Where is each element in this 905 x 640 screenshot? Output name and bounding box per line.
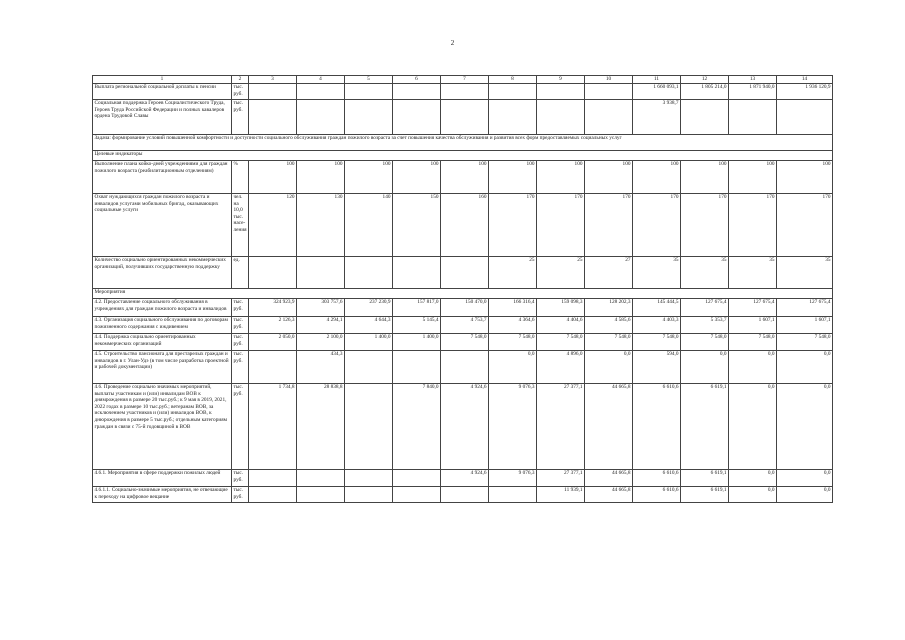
value-cell: 4 753,7: [441, 317, 489, 334]
value-cell: 5 353,7: [681, 317, 729, 334]
value-cell: [249, 470, 297, 487]
table-row: [93, 194, 833, 257]
value-cell: [537, 84, 585, 100]
value-cell: 0,0: [489, 351, 537, 384]
value-cell: 100: [441, 161, 489, 194]
value-cell: [345, 84, 393, 100]
value-cell: 1 400,0: [345, 334, 393, 351]
value-cell: 0,0: [681, 351, 729, 384]
value-cell: 5 145,4: [393, 317, 441, 334]
value-cell: 0,0: [729, 351, 777, 384]
value-cell: 100: [777, 161, 833, 194]
unit-cell: тыс. руб.: [232, 317, 249, 334]
value-cell: [345, 100, 393, 135]
value-cell: 100: [489, 161, 537, 194]
value-cell: 4 924,6: [441, 470, 489, 487]
value-cell: [297, 470, 345, 487]
page-number: 2: [450, 39, 455, 47]
value-cell: [393, 257, 441, 289]
row-label: Количество социально ориентированных некоммерческих организаций, получивших государственную поддержку: [93, 257, 232, 289]
value-cell: 6 610,6: [633, 384, 681, 470]
value-cell: 100: [729, 161, 777, 194]
section-title: Задача: формирование условий повышенной комфортности и доступности социального обслуживания граждан пожилого возраста за счет повышения качества обслуживания и развития всех форм предоставляемых социальных услуг: [93, 135, 833, 151]
value-cell: [393, 487, 441, 503]
value-cell: 237 230,9: [345, 299, 393, 317]
column-header-14: 14: [777, 76, 833, 84]
value-cell: 4 924,6: [441, 384, 489, 470]
unit-cell: тыс. руб.: [232, 470, 249, 487]
value-cell: 44 665,8: [585, 470, 633, 487]
value-cell: 100: [681, 161, 729, 194]
value-cell: 3 938,7: [633, 100, 681, 135]
value-cell: 6 610,6: [633, 470, 681, 487]
value-cell: 7 548,0: [633, 334, 681, 351]
data-table: [92, 75, 833, 503]
value-cell: [441, 487, 489, 503]
value-cell: 170: [633, 194, 681, 257]
value-cell: 27 377,1: [537, 470, 585, 487]
value-cell: [393, 100, 441, 135]
value-cell: 130: [297, 194, 345, 257]
value-cell: 170: [729, 194, 777, 257]
column-header-12: 12: [681, 76, 729, 84]
value-cell: 44 665,8: [585, 384, 633, 470]
value-cell: 11 939,1: [537, 487, 585, 503]
value-cell: 127 675,4: [729, 299, 777, 317]
table-row: [93, 84, 833, 100]
value-cell: [345, 351, 393, 384]
unit-cell: тыс. руб.: [232, 384, 249, 470]
row-label: 4.4. Поддержка социально ориентированных некоммерческих организаций: [93, 334, 232, 351]
value-cell: 434,3: [297, 351, 345, 384]
value-cell: [441, 257, 489, 289]
column-header-5: 5: [345, 76, 393, 84]
value-cell: 27 377,1: [537, 384, 585, 470]
value-cell: 100: [393, 161, 441, 194]
column-header-11: 11: [633, 76, 681, 84]
value-cell: 1 936 120,9: [777, 84, 833, 100]
column-header-2: 2: [232, 76, 249, 84]
value-cell: [441, 84, 489, 100]
value-cell: 170: [489, 194, 537, 257]
value-cell: 1 805 214,0: [681, 84, 729, 100]
row-label: Социальная поддержка Героев Социалистического Труда, Героев Труда Российской Федерации и полных кавалеров ордена Трудовой Славы: [93, 100, 232, 135]
column-header-7: 7: [441, 76, 489, 84]
value-cell: 7 548,0: [681, 334, 729, 351]
table-row: [93, 470, 833, 487]
value-cell: 1 871 940,0: [729, 84, 777, 100]
value-cell: 0,0: [777, 470, 833, 487]
value-cell: 7 548,0: [489, 334, 537, 351]
value-cell: 100: [633, 161, 681, 194]
unit-cell: ед.: [232, 257, 249, 289]
value-cell: 35: [633, 257, 681, 289]
value-cell: 7 548,0: [441, 334, 489, 351]
column-header-3: 3: [249, 76, 297, 84]
value-cell: 150: [393, 194, 441, 257]
table-row: [93, 299, 833, 317]
value-cell: 4 364,6: [489, 317, 537, 334]
value-cell: [489, 487, 537, 503]
value-cell: 0,0: [777, 384, 833, 470]
section-row: [93, 151, 833, 161]
value-cell: 7 548,0: [729, 334, 777, 351]
value-cell: 25: [537, 257, 585, 289]
value-cell: 0,0: [777, 351, 833, 384]
unit-cell: тыс. руб.: [232, 100, 249, 135]
value-cell: 35: [681, 257, 729, 289]
value-cell: [393, 351, 441, 384]
value-cell: 100: [249, 161, 297, 194]
value-cell: 170: [681, 194, 729, 257]
unit-cell: тыс. руб.: [232, 351, 249, 384]
value-cell: [393, 470, 441, 487]
value-cell: 35: [729, 257, 777, 289]
value-cell: 2 050,0: [249, 334, 297, 351]
value-cell: [777, 100, 833, 135]
value-cell: [345, 384, 393, 470]
column-header-4: 4: [297, 76, 345, 84]
value-cell: 1 607,1: [729, 317, 777, 334]
value-cell: [585, 100, 633, 135]
value-cell: 1 607,1: [777, 317, 833, 334]
value-cell: 9 076,3: [489, 384, 537, 470]
table-row: [93, 161, 833, 194]
value-cell: [441, 351, 489, 384]
table-row: [93, 334, 833, 351]
column-header-13: 13: [729, 76, 777, 84]
value-cell: 1 660 093,1: [633, 84, 681, 100]
value-cell: 7 548,0: [585, 334, 633, 351]
value-cell: 4 403,3: [633, 317, 681, 334]
value-cell: 2 126,3: [249, 317, 297, 334]
section-row: [93, 135, 833, 151]
value-cell: 4 644,3: [345, 317, 393, 334]
unit-cell: тыс. руб.: [232, 487, 249, 503]
value-cell: 27: [585, 257, 633, 289]
value-cell: [393, 84, 441, 100]
value-cell: 35: [777, 257, 833, 289]
value-cell: [345, 257, 393, 289]
row-label: 4.2. Предоставление социального обслуживания в учреждениях для граждан пожилого возраста и инвалидов: [93, 299, 232, 317]
value-cell: 0,0: [777, 487, 833, 503]
value-cell: 127 675,4: [777, 299, 833, 317]
value-cell: 7 548,0: [537, 334, 585, 351]
value-cell: 127 675,4: [681, 299, 729, 317]
value-cell: 6 619,1: [681, 470, 729, 487]
section-title: Мероприятия: [93, 289, 833, 299]
value-cell: 120: [249, 194, 297, 257]
row-label: 4.6.1.1. Социально-значимые мероприятия, не отвечающие к переходу на цифровое вещание: [93, 487, 232, 503]
value-cell: 594,0: [633, 351, 681, 384]
value-cell: 128 202,3: [585, 299, 633, 317]
row-label: 4.6.1. Мероприятия в сфере поддержки пожилых людей: [93, 470, 232, 487]
value-cell: 166 316,4: [489, 299, 537, 317]
column-header-1: 1: [93, 76, 232, 84]
value-cell: 100: [297, 161, 345, 194]
value-cell: 0,0: [585, 351, 633, 384]
table-row: [93, 487, 833, 503]
value-cell: 100: [585, 161, 633, 194]
value-cell: [489, 100, 537, 135]
value-cell: 160: [441, 194, 489, 257]
value-cell: 170: [537, 194, 585, 257]
table-row: [93, 100, 833, 135]
unit-cell: тыс. руб.: [232, 299, 249, 317]
section-title: Целевые индикаторы: [93, 151, 833, 161]
value-cell: 157 817,0: [393, 299, 441, 317]
value-cell: 159 098,3: [537, 299, 585, 317]
row-label: 4.6. Проведение социально значимых мероприятий, выплаты участникам и (или) инвалидам ВОВ к днямрождения в размере 20 тыс.руб.; к 9 мая в 2019, 2021, 2022 годах в размере 10 тыс.руб.; ветеранам ВОВ, за исключением участников и (или) инвалидов ВОВ, к днюрождения в размере 5 тыс.руб.; отдельным категориям граждан в связи с 75-й годовщиной в ВОВ: [93, 384, 232, 470]
value-cell: [297, 84, 345, 100]
value-cell: 324 923,9: [249, 299, 297, 317]
value-cell: 4 404,6: [537, 317, 585, 334]
value-cell: 0,0: [729, 487, 777, 503]
value-cell: [441, 100, 489, 135]
value-cell: 170: [585, 194, 633, 257]
value-cell: [297, 100, 345, 135]
value-cell: [249, 84, 297, 100]
header-row: [93, 76, 833, 84]
value-cell: 6 619,1: [681, 384, 729, 470]
unit-cell: %: [232, 161, 249, 194]
value-cell: 145 444,5: [633, 299, 681, 317]
value-cell: 44 665,8: [585, 487, 633, 503]
value-cell: 0,0: [729, 470, 777, 487]
value-cell: [585, 84, 633, 100]
section-row: [93, 289, 833, 299]
unit-cell: тыс. руб.: [232, 84, 249, 100]
unit-cell: чел. на 10,0 тыс. насе-ления: [232, 194, 249, 257]
value-cell: [345, 487, 393, 503]
row-label: 4.3. Организация социального обслуживания по договорам пожизненного содержания с иждивением: [93, 317, 232, 334]
table-row: [93, 257, 833, 289]
value-cell: [249, 487, 297, 503]
row-label: Выплата региональной социальной доплаты к пенсии: [93, 84, 232, 100]
row-label: 4.5. Строительство пансионата для престарелых граждан и инвалидов в г. Улан-Удэ (в том числе разработка проектной и рабочей документации): [93, 351, 232, 384]
value-cell: 4 585,6: [585, 317, 633, 334]
value-cell: [729, 100, 777, 135]
value-cell: [345, 470, 393, 487]
value-cell: [249, 257, 297, 289]
value-cell: 170: [777, 194, 833, 257]
value-cell: [537, 100, 585, 135]
value-cell: [489, 84, 537, 100]
value-cell: 4 294,1: [297, 317, 345, 334]
column-header-10: 10: [585, 76, 633, 84]
value-cell: 1 734,8: [249, 384, 297, 470]
value-cell: 6 610,6: [633, 487, 681, 503]
value-cell: 28 838,8: [297, 384, 345, 470]
value-cell: 7 548,0: [777, 334, 833, 351]
value-cell: 0,0: [729, 384, 777, 470]
value-cell: [249, 100, 297, 135]
table-row: [93, 317, 833, 334]
column-header-9: 9: [537, 76, 585, 84]
value-cell: 150 470,0: [441, 299, 489, 317]
value-cell: 100: [537, 161, 585, 194]
value-cell: 303 757,6: [297, 299, 345, 317]
table-row: [93, 351, 833, 384]
value-cell: [297, 257, 345, 289]
value-cell: 100: [345, 161, 393, 194]
value-cell: 4 896,0: [537, 351, 585, 384]
value-cell: [297, 487, 345, 503]
table-row: [93, 384, 833, 470]
value-cell: 9 076,3: [489, 470, 537, 487]
value-cell: 6 619,1: [681, 487, 729, 503]
unit-cell: тыс. руб.: [232, 334, 249, 351]
column-header-6: 6: [393, 76, 441, 84]
value-cell: 2 100,0: [297, 334, 345, 351]
column-header-8: 8: [489, 76, 537, 84]
row-label: Охват нуждающихся граждан пожилого возраста и инвалидов услугами мобильных бригад, оказывающих социальные услуги: [93, 194, 232, 257]
value-cell: 1 400,0: [393, 334, 441, 351]
value-cell: 7 840,0: [393, 384, 441, 470]
row-label: Выполнение плана койко-дней учреждениями для граждан пожилого возраста (реабилитационным отделениям): [93, 161, 232, 194]
value-cell: [681, 100, 729, 135]
value-cell: 140: [345, 194, 393, 257]
value-cell: [249, 351, 297, 384]
value-cell: 25: [489, 257, 537, 289]
